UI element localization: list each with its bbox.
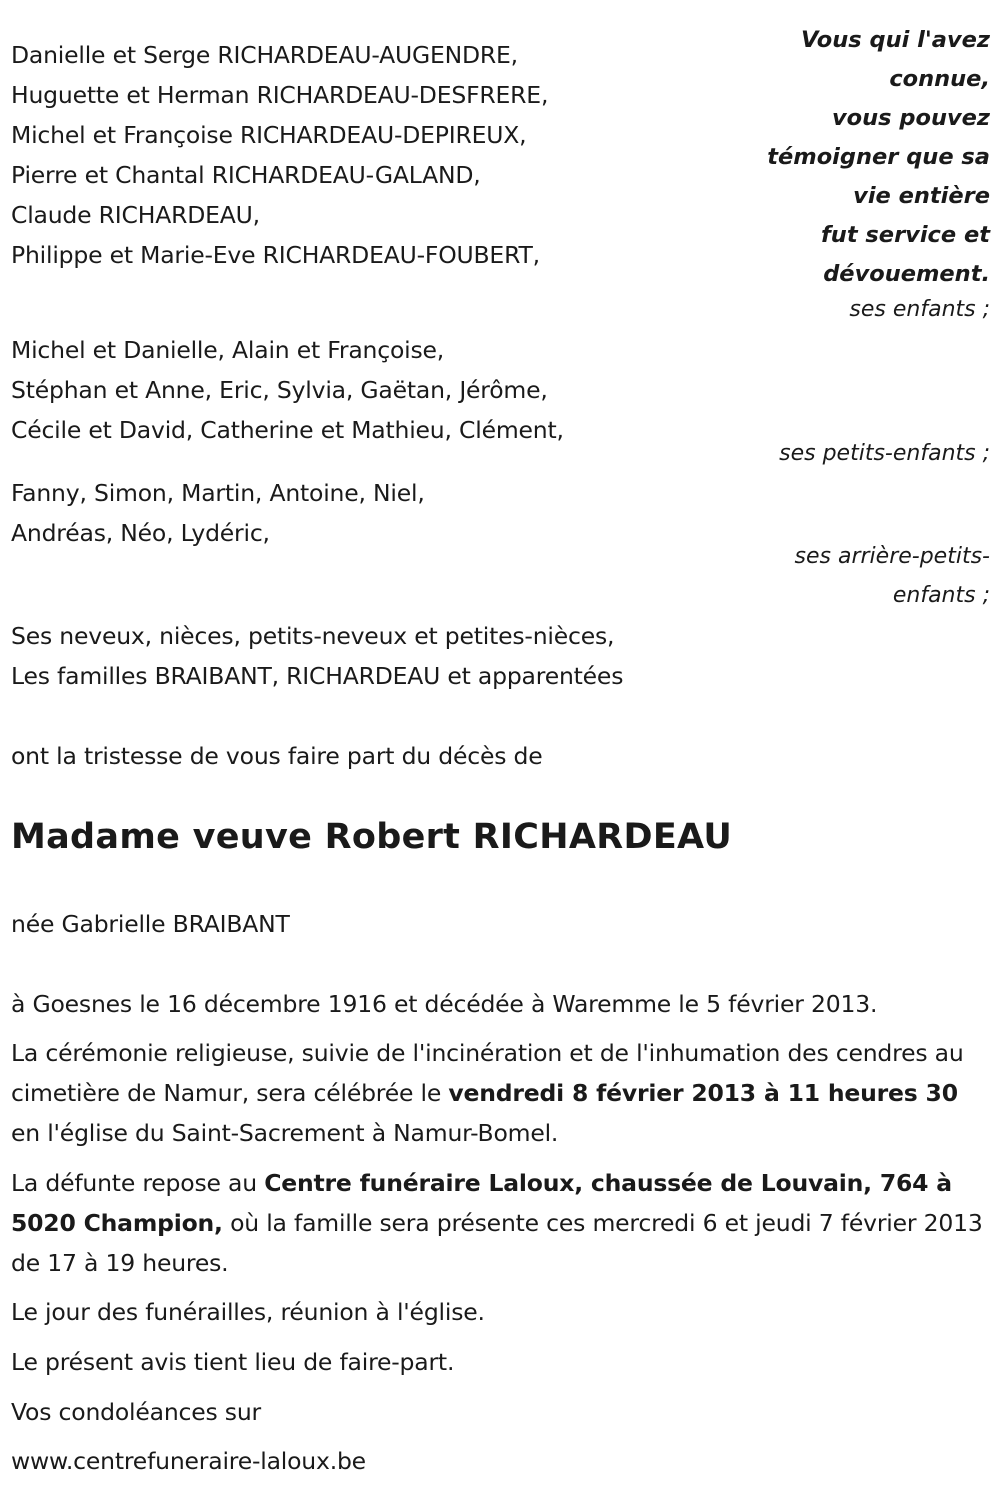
website-link[interactable]: www.centrefuneraire-laloux.be bbox=[11, 1447, 366, 1475]
repose-rest: où la famille sera présente ces mercredi 6 et jeudi 7 février 2013 de 17 à 19 heures. bbox=[11, 1209, 983, 1277]
family-line: Huguette et Herman RICHARDEAU-DESFRERE, bbox=[11, 81, 549, 109]
birth-name: née Gabrielle BRAIBANT bbox=[11, 910, 290, 938]
family-line: Fanny, Simon, Martin, Antoine, Niel, bbox=[11, 479, 425, 507]
notice-text: Le présent avis tient lieu de faire-part. bbox=[11, 1348, 455, 1376]
quote-line: fut service et bbox=[821, 222, 990, 248]
family-line: Pierre et Chantal RICHARDEAU-GALAND, bbox=[11, 161, 481, 189]
family-line: Danielle et Serge RICHARDEAU-AUGENDRE, bbox=[11, 41, 518, 69]
repose-paragraph bbox=[11, 1163, 991, 1283]
relation-great-grandchildren bbox=[795, 537, 990, 615]
quote-line: vous pouvez bbox=[832, 105, 990, 131]
relation-line: enfants ; bbox=[892, 583, 990, 608]
repose-place: Centre funéraire Laloux, chaussée de Louvain, 764 à 5020 Champion, bbox=[11, 1169, 952, 1237]
family-line: Stéphan et Anne, Eric, Sylvia, Gaëtan, Jérôme, bbox=[11, 376, 548, 404]
ceremony-intro: La cérémonie religieuse, suivie de l'incinération et de l'inhumation des cendres au cimetière de Namur, sera célébrée le bbox=[11, 1039, 964, 1107]
ceremony-place: en l'église du Saint-Sacrement à Namur-Bomel. bbox=[11, 1119, 559, 1147]
family-line: Cécile et David, Catherine et Mathieu, Clément, bbox=[11, 416, 564, 444]
relation-line: ses arrière-petits- bbox=[794, 544, 990, 569]
quote-line: Vous qui l'avez bbox=[801, 27, 990, 53]
quote-line: dévouement. bbox=[823, 261, 990, 287]
birth-death-text: à Goesnes le 16 décembre 1916 et décédée à Waremme le 5 février 2013. bbox=[11, 990, 878, 1018]
family-line: Andréas, Néo, Lydéric, bbox=[11, 519, 270, 547]
family-line: Michel et Françoise RICHARDEAU-DEPIREUX, bbox=[11, 121, 527, 149]
ceremony-paragraph bbox=[11, 1033, 991, 1153]
family-line: Les familles BRAIBANT, RICHARDEAU et apparentées bbox=[11, 662, 624, 690]
quote-block bbox=[767, 21, 990, 294]
announcement-text: ont la tristesse de vous faire part du décès de bbox=[11, 742, 543, 770]
family-line: Michel et Danielle, Alain et Françoise, bbox=[11, 336, 445, 364]
ceremony-date: vendredi 8 février 2013 à 11 heures 30 bbox=[448, 1079, 958, 1107]
funeral-day-text: Le jour des funérailles, réunion à l'église. bbox=[11, 1298, 485, 1326]
family-line: Philippe et Marie-Eve RICHARDEAU-FOUBERT, bbox=[11, 241, 540, 269]
repose-intro: La défunte repose au bbox=[11, 1169, 265, 1197]
family-line: Claude RICHARDEAU, bbox=[11, 201, 260, 229]
relation-children: ses enfants ; bbox=[849, 297, 990, 322]
quote-line: connue, bbox=[889, 66, 990, 92]
family-line: Ses neveux, nièces, petits-neveux et petites-nièces, bbox=[11, 622, 615, 650]
relation-grandchildren: ses petits-enfants ; bbox=[779, 441, 990, 466]
condolences-text: Vos condoléances sur bbox=[11, 1398, 262, 1426]
quote-line: témoigner que sa bbox=[767, 144, 990, 170]
quote-line: vie entière bbox=[853, 183, 990, 209]
deceased-name: Madame veuve Robert RICHARDEAU bbox=[11, 817, 733, 857]
